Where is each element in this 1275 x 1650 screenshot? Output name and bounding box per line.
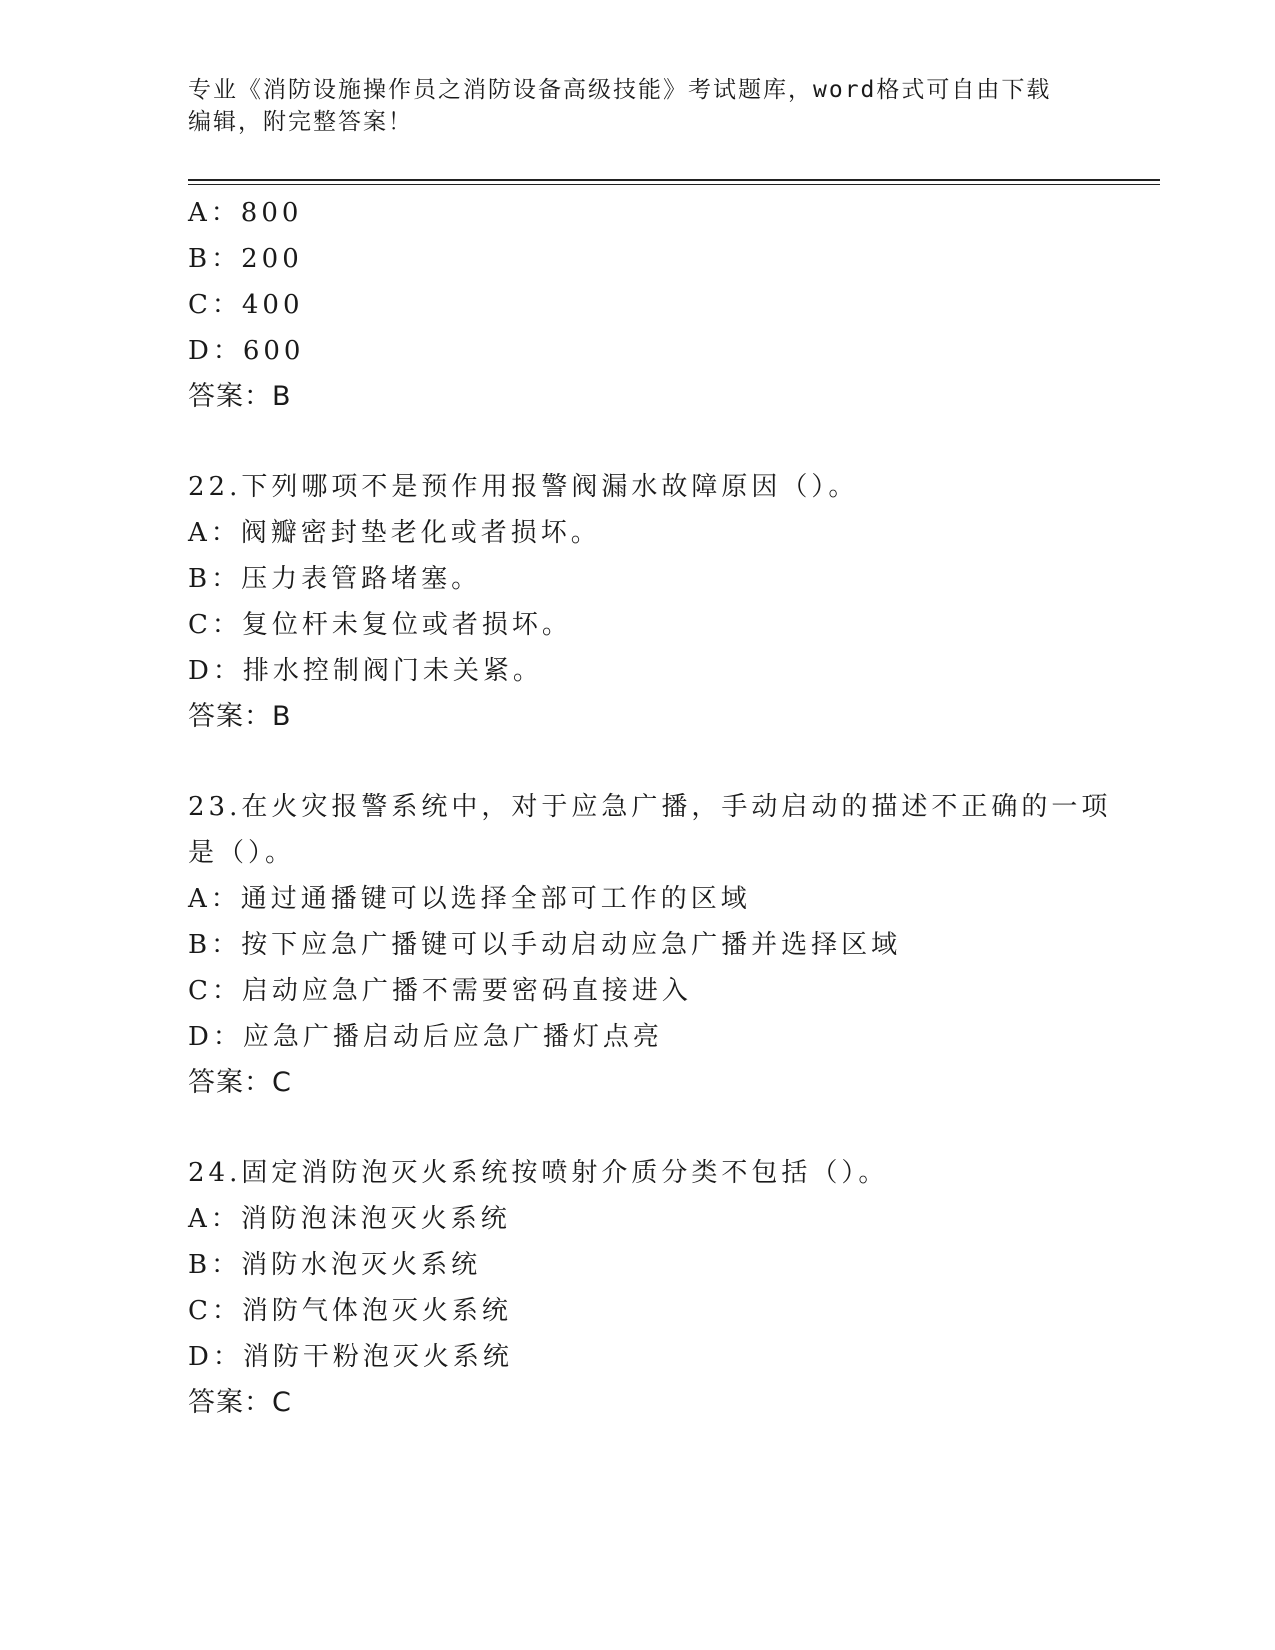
spacer: [188, 420, 1118, 464]
option-a: A：800: [188, 198, 303, 228]
question-21: [188, 190, 1118, 420]
answer: 答案：B: [188, 701, 292, 732]
answer: 答案：C: [188, 1067, 292, 1098]
option-a: A：阀瓣密封垫老化或者损坏。: [188, 518, 601, 548]
option-b: B：消防水泡灭火系统: [188, 1250, 482, 1280]
option-d: D：消防干粉泡灭火系统: [188, 1342, 513, 1372]
answer: 答案：C: [188, 1387, 292, 1418]
question-stem: 22.下列哪项不是预作用报警阀漏水故障原因（）。: [188, 472, 859, 502]
option-c: C：复位杆未复位或者损坏。: [188, 610, 572, 640]
option-b: B：按下应急广播键可以手动启动应急广播并选择区域: [188, 930, 902, 960]
option-b: B：200: [188, 244, 303, 274]
spacer: [188, 1106, 1118, 1150]
header-divider-thick: [188, 179, 1160, 181]
answer: 答案：B: [188, 381, 292, 412]
option-d: D：600: [188, 336, 305, 366]
spacer: [188, 740, 1118, 784]
option-a: A：通过通播键可以选择全部可工作的区域: [188, 884, 751, 914]
option-a: A：消防泡沫泡灭火系统: [188, 1204, 511, 1234]
question-23: [188, 784, 1118, 1106]
header-divider-thin: [188, 184, 1160, 185]
question-24: [188, 1150, 1118, 1426]
option-c: C：启动应急广播不需要密码直接进入: [188, 976, 692, 1006]
question-stem: 23.在火灾报警系统中，对于应急广播，手动启动的描述不正确的一项是（）。: [188, 792, 1112, 868]
document-header: 专业《消防设施操作员之消防设备高级技能》考试题库，word格式可自由下载编辑，附完整答案！: [188, 77, 1052, 135]
option-d: D：应急广播启动后应急广播灯点亮: [188, 1022, 663, 1052]
question-stem: 24.固定消防泡灭火系统按喷射介质分类不包括（）。: [188, 1158, 889, 1188]
option-b: B：压力表管路堵塞。: [188, 564, 482, 594]
option-c: C：消防气体泡灭火系统: [188, 1296, 512, 1326]
option-c: C：400: [188, 290, 304, 320]
option-d: D：排水控制阀门未关紧。: [188, 656, 543, 686]
question-list: [188, 190, 1118, 1426]
question-22: [188, 464, 1118, 740]
